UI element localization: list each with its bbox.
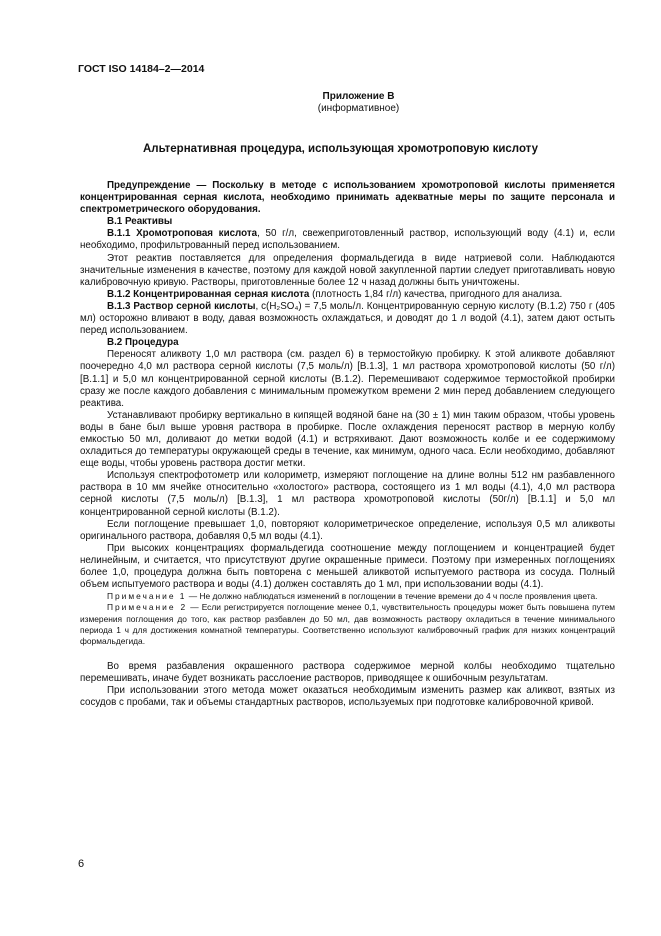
procedure-paragraph-1: Переносят аликвоту 1,0 мл раствора (см. раздел 6) в термостойкую пробирку. К этой аликвоте добавляют поочередно 4,0 мл раствора серной кислоты (7,5 моль/л) [В.1.3], 1 мл раствора хромотроповой кислоты (50 г/л) [В.1.1] и 5,0 мл концентрированной серной кислоты (В.1.2). Перемешивают содержимое термостойкой пробирки сразу же после каждого добавления с минимальным промежутком времени 2 мин перед добавлением следующего реактива. xyxy=(80,349,615,409)
label-b11: В.1.1 Хромотроповая кислота xyxy=(107,228,258,240)
procedure-paragraph-7: При использовании этого метода может оказаться необходимым изменить размер как аликвот, взятых из сосудов с пробами, так и объемы стандартных растворов, используемых при подготовке калибровочной кривой. xyxy=(80,685,615,709)
note-1-text: — Не должно наблюдаться изменений в поглощении в течение времени до 4 ч после проявления цвета. xyxy=(186,591,598,602)
procedure-paragraph-2: Устанавливают пробирку вертикально в кипящей водяной бане на (30 ± 1) мин таким образом, чтобы уровень воды в бане был выше уровня раствора в пробирке. После охлаждения переносят раствор в мерную колбу емкостью 50 мл, доливают до метки водой (4.1) и встряхивают. Дают возможность колбе и ее содержимому охладиться до температуры окружающей среды в течение, как минимум, одного часа. Если необходимо, добавляют еще воды, чтобы уровень раствора достиг метки. xyxy=(80,409,615,470)
procedure-paragraph-5: При высоких концентрациях формальдегида соотношение между поглощением и концентрацией будет нелинейным, и считается, что присутствуют другие окрашенные примеси. Поэтому при измеренных поглощениях более 1,0, процедура должна быть повторена с меньшей аликвотой испытуемого раствора из сосуда. Полный объем испытуемого раствора и воды (4.1) должен составлять до 1 мл, при использовании воды (4.1). xyxy=(80,542,615,591)
heading-reagents: В.1 Реактивы xyxy=(107,216,173,228)
heading-procedure: В.2 Процедура xyxy=(107,337,179,349)
annex-subtitle: (информативное) xyxy=(317,103,400,114)
procedure-paragraph-4: Если поглощение превышает 1,0, повторяют колориметрическое определение, используя 0,5 мл аликвоты оригинального раствора, добавляя 0,5 мл воды (4.1). xyxy=(80,518,615,542)
annex-title: Приложение В xyxy=(322,91,395,102)
text-b12: (плотность 1,84 г/л) качества, пригодного для анализа. xyxy=(309,288,563,300)
note-2 xyxy=(80,602,615,647)
paragraph-b12 xyxy=(80,289,615,301)
document-id: ГОСТ ISO 14184–2—2014 xyxy=(78,63,205,75)
text-b13: , c(H₂SO₄) = 7,5 моль/л. Концентрированную серную кислоту (В.1.2) 750 г (405 мл) осторожно вливают в воду, давая возможность охлаждаться, и доводят до 1 л водой (4.1), затем дают остыть перед использованием. xyxy=(80,300,615,337)
section-title: Альтернативная процедура, использующая хромотроповую кислоту xyxy=(142,143,538,155)
note-1 xyxy=(80,591,615,602)
procedure-paragraph-3: Используя спектрофотометр или колориметр, измеряют поглощение на длине волны 512 нм разбавленного раствора в 10 мм ячейке относительно «холостого» раствора, состоящего из 1 мл воды (4.1), 4,0 мл раствора серной кислоты (7,5 моль/л) [В.1.3], 1 мл раствора хромотроповой кислоты (50г/л) [В.1.1] и 5,0 мл концентрированной серной кислоты (В.1.2). xyxy=(80,470,615,518)
paragraph-b13 xyxy=(80,301,615,337)
spacer xyxy=(80,647,615,661)
label-b12: В.1.2 Концентрированная серная кислота xyxy=(107,288,310,300)
paragraph-b11-note: Этот реактив поставляется для определения формальдегида в виде натриевой соли. Наблюдаются значительные изменения в качестве, поэтому для каждой новой закупленной партии следует приготавливать новую калибровочную кривую. Растворы, приготовленные более 12 ч назад должны быть уничтожены. xyxy=(80,252,615,288)
document-body xyxy=(80,180,615,710)
note-1-label: Примечание 1 xyxy=(107,591,187,602)
label-b13: В.1.3 Раствор серной кислоты xyxy=(107,300,256,312)
note-2-text: — Если регистрируется поглощение менее 0,1, чувствительность процедуры может быть повышена путем измерения поглощения до того, как раствор разбавлен до 50 мл, дав возможность раствору охладиться в течение минимального периода 1 ч для достижения комнатной температуры. Соответственно используют калибровочный график для низких концентраций формальдегида. xyxy=(80,602,616,646)
note-2-label: Примечание 2 xyxy=(107,602,188,613)
paragraph-b11 xyxy=(80,228,615,252)
page-number: 6 xyxy=(78,858,85,870)
procedure-paragraph-6: Во время разбавления окрашенного раствора содержимое мерной колбы необходимо тщательно перемешивать, иначе будет возникать расслоение растворов, приводящее к ошибочным результатам. xyxy=(80,661,615,685)
text-b11: , 50 г/л, свежеприготовленный раствор, использующий воду (4.1) и, если необходимо, профильтрованный перед использованием. xyxy=(80,228,615,252)
warning-paragraph: Предупреждение — Поскольку в методе с использованием хромотроповой кислоты применяется концентрированная серная кислота, необходимо принимать адекватные меры по защите персонала и спектрометрического оборудования. xyxy=(80,180,615,216)
